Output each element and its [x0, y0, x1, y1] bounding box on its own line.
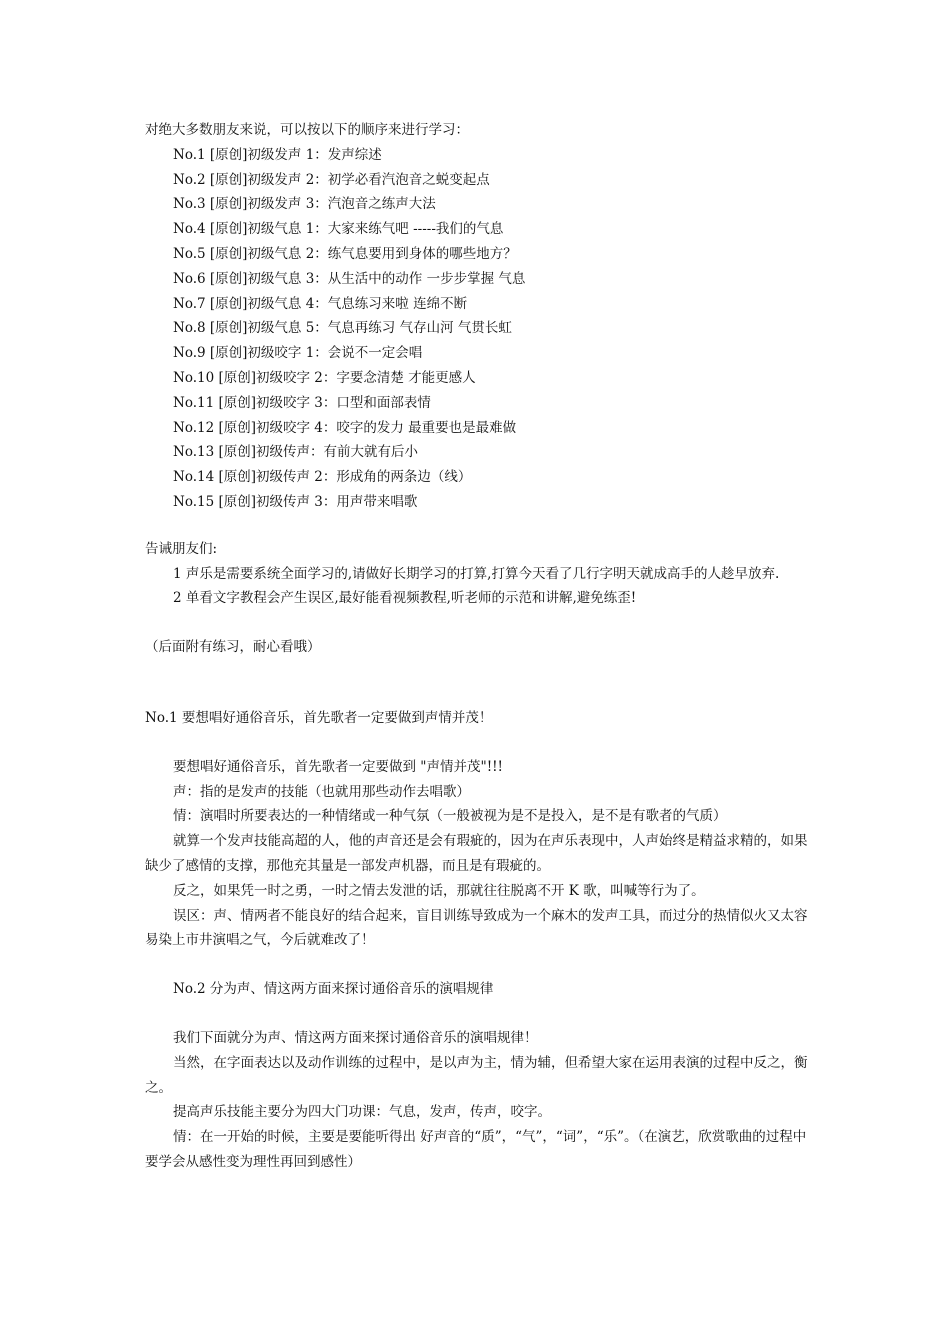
toc-item: No.2 [原创]初级发声 2：初学必看汽泡音之蜕变起点	[173, 171, 490, 188]
section-2-paragraph: 情：在一开始的时候，主要是要能听得出 好声音的“质”，“气”，“词”，“乐”。（在演艺，欣赏歌曲的过程中要学会从感性变为理性再回到感性）	[145, 1129, 807, 1170]
section-2-paragraph: 我们下面就分为声、情这两方面来探讨通俗音乐的演唱规律！	[173, 1029, 538, 1046]
section-2-title: No.2 分为声、情这两方面来探讨通俗音乐的演唱规律	[173, 981, 494, 998]
toc-item: No.13 [原创]初级传声：有前大就有后小	[173, 444, 418, 461]
document-page	[145, 118, 815, 1175]
toc-item: No.6 [原创]初级气息 3：从生活中的动作 一步步掌握 气息	[173, 270, 526, 287]
advice-heading: 告诫朋友们:	[145, 540, 218, 557]
toc-item: No.1 [原创]初级发声 1：发声综述	[173, 146, 382, 163]
section-1-paragraph: 就算一个发声技能高超的人，他的声音还是会有瑕疵的，因为在声乐表现中，人声始终是精益求精的，如果缺少了感情的支撑，那他充其量是一部发声机器，而且是有瑕疵的。	[145, 833, 808, 874]
toc-item: No.3 [原创]初级发声 3：汽泡音之练声大法	[173, 196, 436, 213]
advice-item-1: 1 声乐是需要系统全面学习的,请做好长期学习的打算,打算今天看了几行字明天就成高手的人趁早放弃.	[173, 565, 780, 582]
toc-item: No.5 [原创]初级气息 2：练气息要用到身体的哪些地方？	[173, 245, 517, 262]
section-2-paragraph: 提高声乐技能主要分为四大门功课：气息，发声，传声，咬字。	[173, 1104, 551, 1121]
toc-item: No.14 [原创]初级传声 2：形成角的两条边（线）	[173, 469, 472, 486]
section-1-title: No.1 要想唱好通俗音乐，首先歌者一定要做到声情并茂！	[145, 709, 493, 726]
section-2-paragraph: 当然，在字面表达以及动作训练的过程中，是以声为主，情为辅，但希望大家在运用表演的过程中反之，衡之。	[145, 1054, 808, 1096]
section-1-paragraph: 声：指的是发声的技能（也就用那些动作去唱歌）	[173, 783, 470, 800]
toc-item: No.8 [原创]初级气息 5：气息再练习 气存山河 气贯长虹	[173, 320, 512, 337]
section-1-paragraph: 要想唱好通俗音乐，首先歌者一定要做到 "声情并茂"!!!	[173, 758, 503, 775]
intro-text: 对绝大多数朋友来说，可以按以下的顺序来进行学习：	[145, 122, 469, 138]
section-1-paragraph: 反之，如果凭一时之勇，一时之情去发泄的话，那就往往脱离不开 K 歌，叫喊等行为了。	[173, 882, 705, 899]
toc-item: No.4 [原创]初级气息 1：大家来练气吧 -----我们的气息	[173, 221, 504, 238]
toc-item: No.7 [原创]初级气息 4：气息练习来啦 连绵不断	[173, 295, 468, 312]
practice-note: （后面附有练习，耐心看哦）	[145, 639, 321, 656]
toc-item: No.10 [原创]初级咬字 2：字要念清楚 才能更感人	[173, 369, 476, 386]
toc-list	[145, 143, 815, 515]
toc-item: No.12 [原创]初级咬字 4：咬字的发力 最重要也是最难做	[173, 419, 517, 436]
advice-item-2: 2 单看文字教程会产生误区,最好能看视频教程,听老师的示范和讲解,避免练歪!	[173, 590, 637, 607]
section-1-paragraph: 情：演唱时所要表达的一种情绪或一种气氛（一般被视为是不是投入，是不是有歌者的气质）	[173, 808, 727, 825]
toc-item: No.9 [原创]初级咬字 1：会说不一定会唱	[173, 345, 423, 362]
toc-item: No.15 [原创]初级传声 3：用声带来唱歌	[173, 493, 418, 510]
toc-item: No.11 [原创]初级咬字 3：口型和面部表情	[173, 394, 431, 411]
section-1-paragraph: 误区：声、情两者不能良好的结合起来，盲目训练导致成为一个麻木的发声工具，而过分的热情似火又太容易染上市井演唱之气，今后就难改了！	[145, 907, 808, 949]
